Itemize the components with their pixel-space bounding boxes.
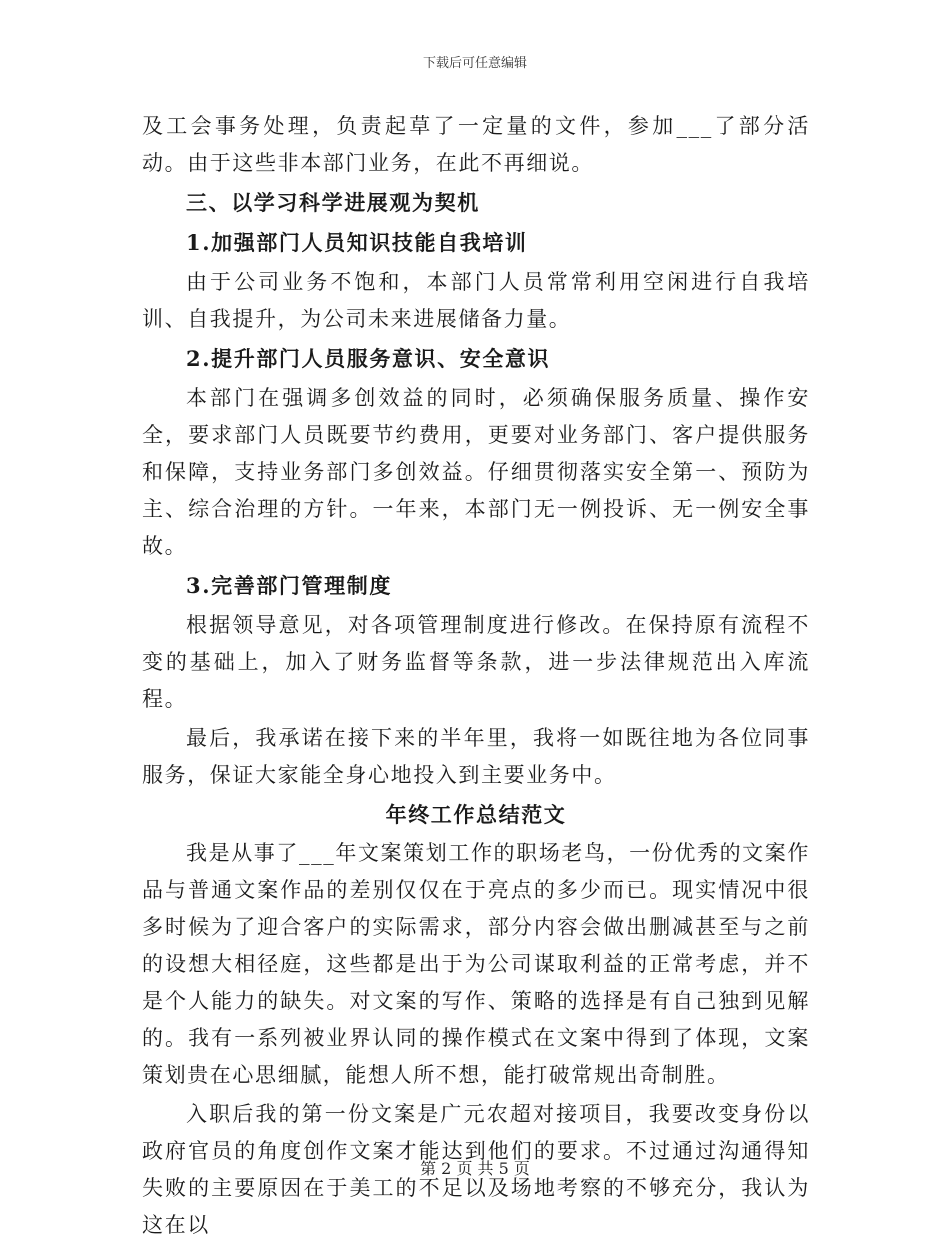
paragraph-copywriting: 我是从事了___年文案策划工作的职场老鸟，一份优秀的文案作品与普通文案作品的差别仅仅在于亮点的多少而已。现实情况中很多时候为了迎合客户的实际需求，部分内容会做出删减甚至与之前的设想大相径庭，这些都是出于为公司谋取利益的正常考虑，并不是个人能力的缺失。对文案的写作、策略的选择是有自己独到见解的。我有一系列被业界认同的操作模式在文案中得到了体现，文案策划贵在心思细腻，能想人所不想，能打破常规出奇制胜。 [142,841,810,1087]
paragraph-management: 根据领导意见，对各项管理制度进行修改。在保持原有流程不变的基础上，加入了财务监督等条款，进一步法律规范出入库流程。 [142,613,810,711]
subheading-service-safety: 2.提升部门人员服务意识、安全意识 [186,346,551,371]
page-header: 下载后可任意编辑 [422,56,527,71]
document-body [142,108,810,1246]
subheading-training: 1.加强部门人员知识技能自我培训 [186,230,528,255]
subheading-management: 3.完善部门管理制度 [186,573,392,598]
paragraph-closing: 最后，我承诺在接下来的半年里，我将一如既往地为各位同事服务，保证大家能全身心地投入到主要业务中。 [142,726,810,787]
paragraph-union-affairs: 及工会事务处理，负责起草了一定量的文件，参加___了部分活动。由于这些非本部门业务，在此不再细说。 [142,114,810,175]
document-title-year-end-summary: 年终工作总结范文 [385,802,567,827]
paragraph-service-safety: 本部门在强调多创效益的同时，必须确保服务质量、操作安全，要求部门人员既要节约费用，更要对业务部门、客户提供服务和保障，支持业务部门多创效益。仔细贯彻落实安全第一、预防为主、综合治理的方针。一年来，本部门无一例投诉、无一例安全事故。 [142,386,810,558]
paragraph-training: 由于公司业务不饱和，本部门人员常常利用空闲进行自我培训、自我提升，为公司未来进展储备力量。 [142,270,810,331]
paragraph-first-project: 入职后我的第一份文案是广元农超对接项目，我要改变身份以政府官员的角度创作文案才能达到他们的要求。不过通过沟通得知失败的主要原因在于美工的不足以及场地考察的不够充分，我认为这在以 [142,1102,810,1237]
section-heading-3: 三、以学习科学进展观为契机 [186,190,480,215]
page-number: 第 2 页 共 5 页 [420,1159,530,1178]
